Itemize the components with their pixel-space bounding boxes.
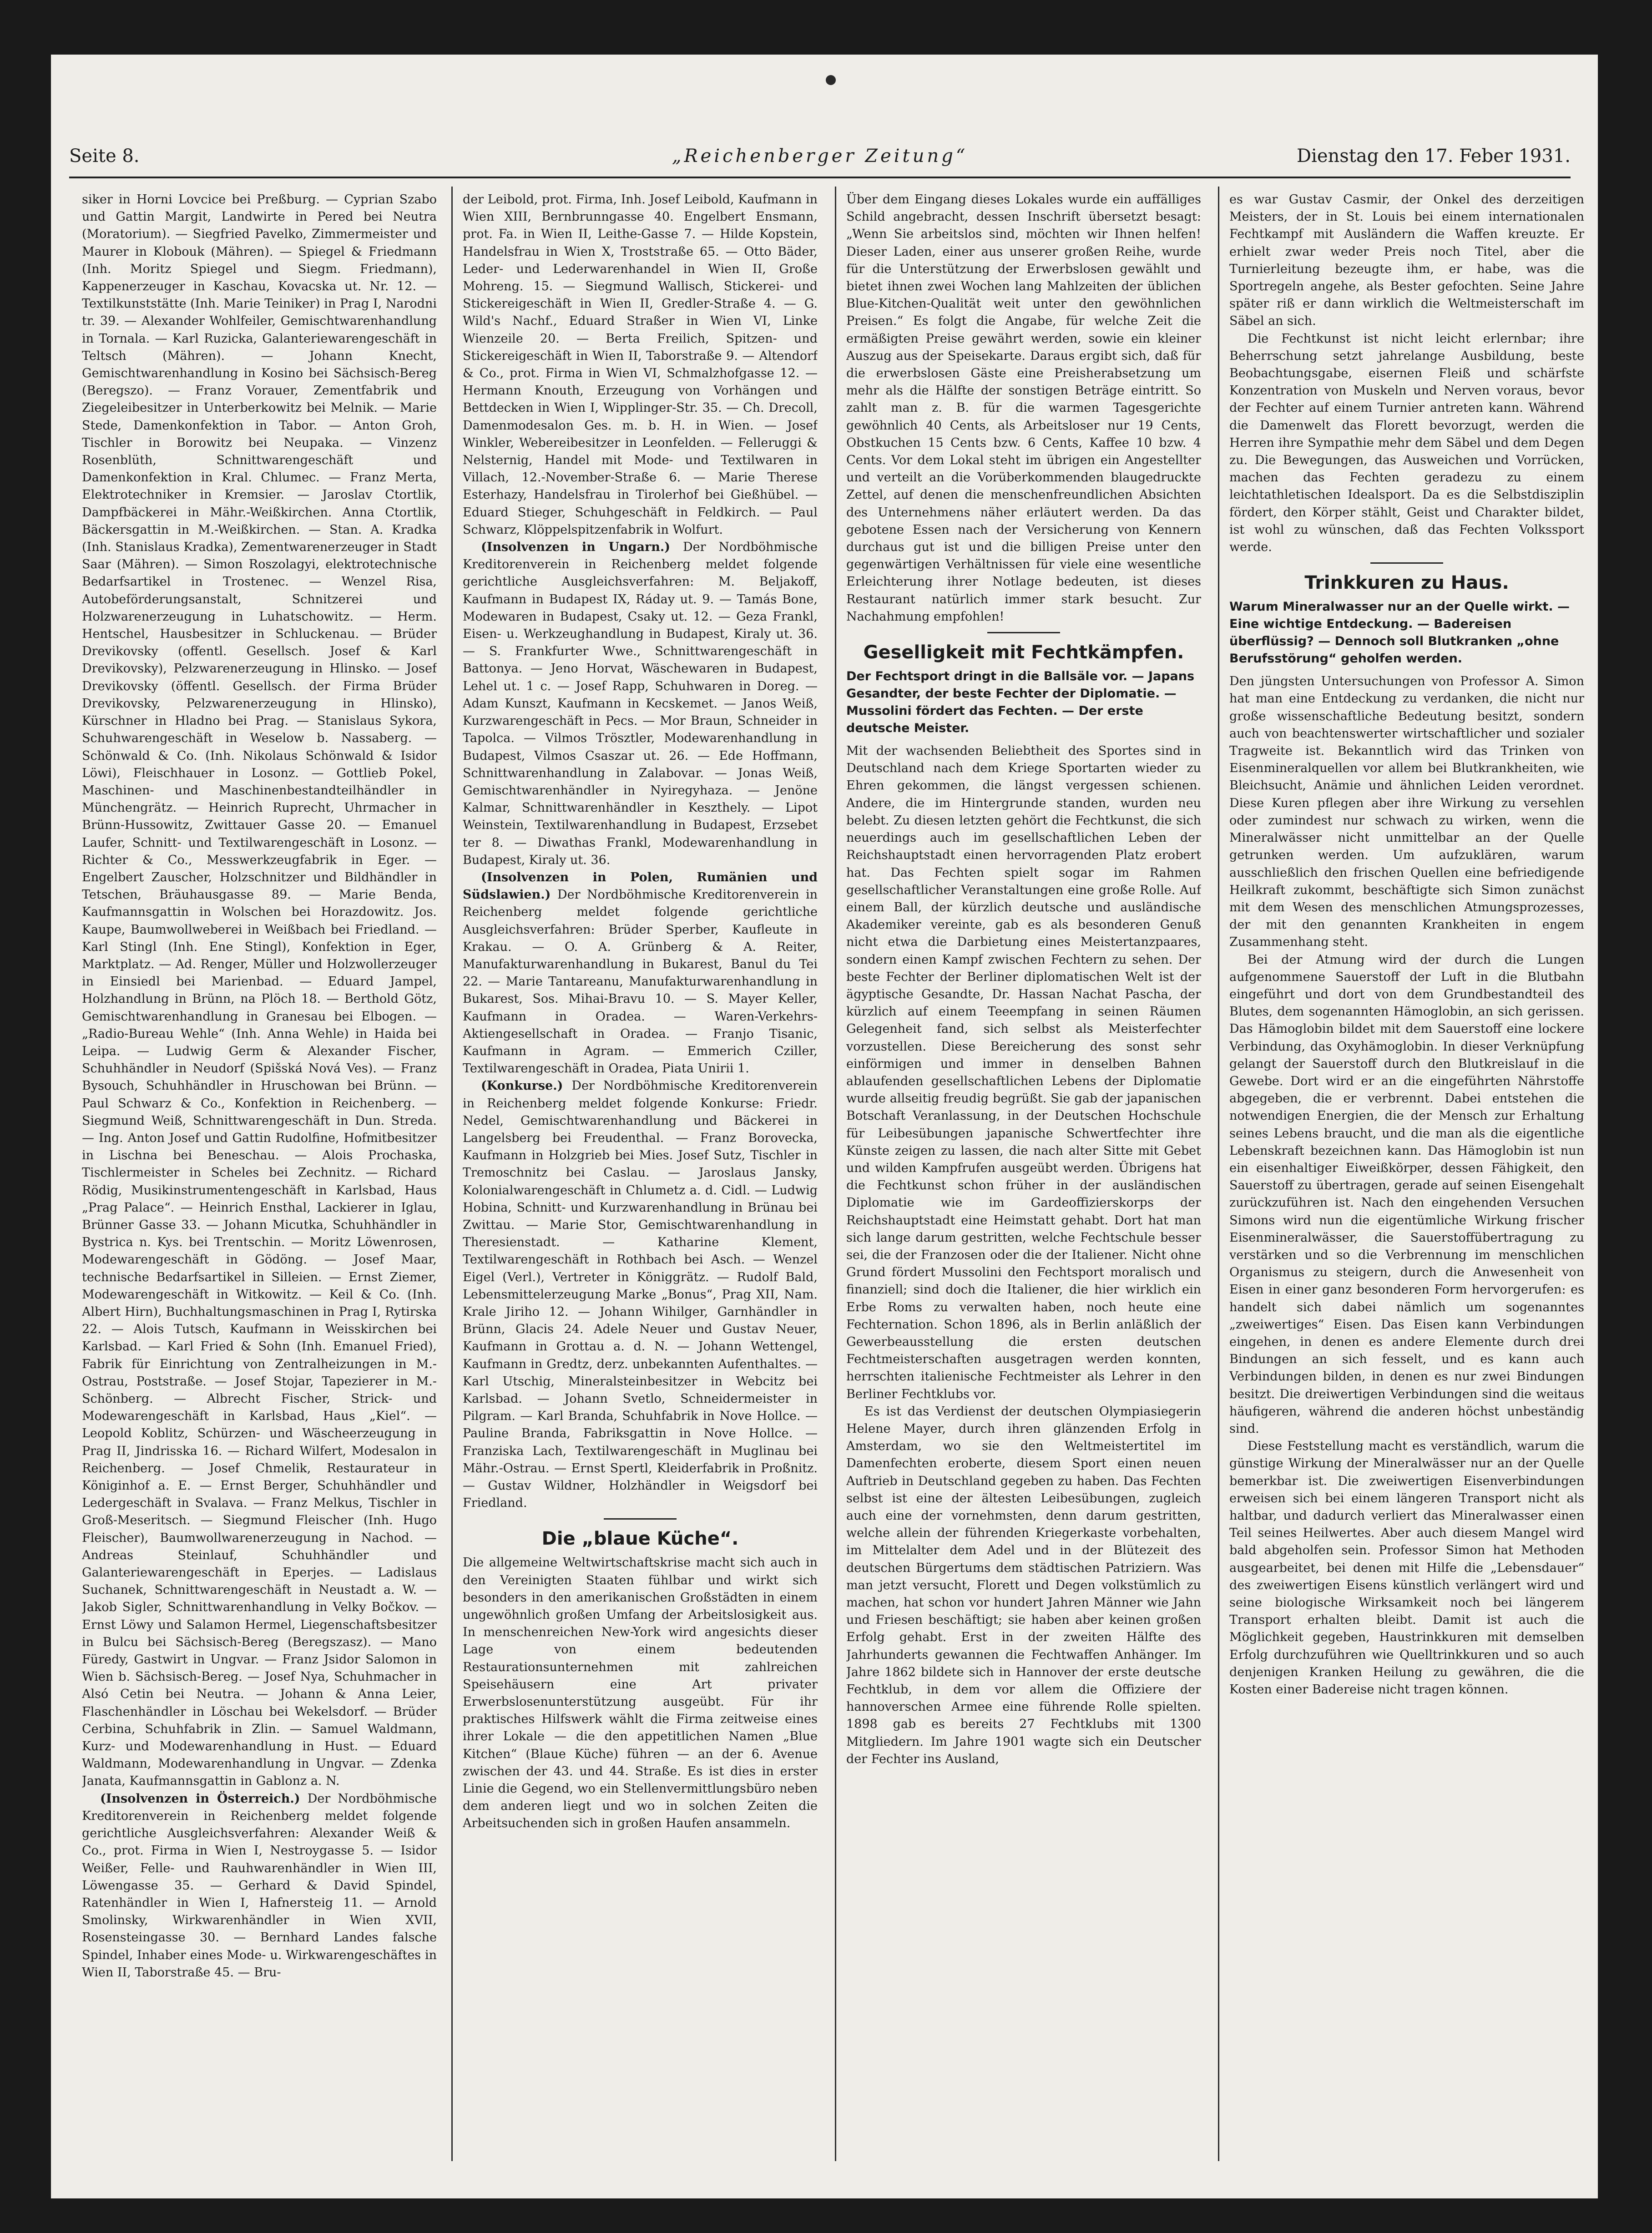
section-heading: (Insolvenzen in Ungarn.) bbox=[481, 540, 671, 555]
divider bbox=[604, 1518, 677, 1520]
column-divider bbox=[451, 187, 453, 2161]
article-text: Über dem Eingang dieses Lokales wurde ein auffälliges Schild angebracht, dessen Inschrift übersetzt besagt: „Wenn Sie arbeitslos sind, möchten wir Ihnen helfen! Dieser Laden, einer aus unserer großen Reihe, wurde für die Unterstützung der Erwerbslosen gewählt und bietet ihnen zwei Wochen lang Mahlzeiten der üblichen Blue-Kitchen-Qualität weit unter den gewöhnlichen Preisen.“ Es folgt die Angabe, für welche Zeit die ermäßigten Preise gewährt werden, sowie ein kleiner Auszug aus der Speisekarte. Daraus ergibt sich, daß für die erwerbslosen Gäste eine Preisherabsetzung um mehr als die Hälfte der sonstigen Beträge eintritt. So zahlt man z. B. für die warmen Tagesgerichte gewöhnlich 40 Cents, als Arbeitsloser nur 19 Cents, Obstkuchen 15 Cents bzw. 6 Cents, Kaffee 10 bzw. 4 Cents. Vor dem Lokal steht im übrigen ein Angestellter und verteilt an die Vorüberkommenden blaugedruckte Zettel, auf denen die menschenfreundlichen Absichten des Unternehmens näher erläutert werden. Da das gebotene Essen nach der Versicherung von Kennern durchaus gut ist und die billigen Preise unter den gegenwärtigen Verhältnissen für viele eine wesentliche Erleichterung ihrer Notlage bedeuten, ist dieses Restaurant natürlich immer stark besucht. Zur Nachahmung empfohlen! bbox=[846, 192, 1201, 624]
column-divider bbox=[835, 187, 836, 2161]
page-header bbox=[69, 146, 1571, 173]
divider bbox=[1370, 562, 1443, 564]
section-heading: (Konkurse.) bbox=[481, 1079, 563, 1093]
notice-text: siker in Horni Lovcice bei Preßburg. — Cyprian Szabo und Gattin Margit, Landwirte in Pered bei Neutra (Moratorium). — Siegfried Pavelko, Zimmermeister und Maurer in Klobouk (Mähren). — Spiegel & Friedmann (Inh. Moritz Spiegel und Siegm. Friedmann), Kappenerzeuger in Kaschau, Kovacska ut. Nr. 12. — Textilkunststätte (Inh. Marie Teiniker) in Prag I, Narodni tr. 39. — Alexander Wohlfeiler, Gemischtwarenhandlung in Tornala. — Karl Ruzicka, Galanteriewarengeschäft in Teltsch (Mähren). — Johann Knecht, Gemischtwarenhandlung in Kosino bei Sächsisch-Bereg (Beregszo). — Franz Vorauer, Zementfabrik und Ziegeleibesitzer in Unterberkowitz bei Melnik. — Marie Stede, Damenkonfektion in Tabor. — Anton Groh, Tischler in Borowitz bei Neupaka. — Vinzenz Rosenblüth, Schnittwarengeschäft und Damenkonfektion in Kral. Chlumec. — Franz Merta, Elektrotechniker in Kremsier. — Jaroslav Ctortlik, Dampfbäckerei in Mähr.-Weißkirchen. Anna Ctortlik, Bäckersgattin in M.-Weißkirchen. — Stan. A. Kradka (Inh. Stanislaus Kradka), Zementwarenerzeuger in Stadt Saar (Mähren). — Simon Roszolagyi, elektrotechnische Bedarfsartikel in Trostenec. — Wenzel Risa, Autobeförderungsanstalt, Schnitzerei und Holzwarenerzeugung in Luhatschowitz. — Herm. Hentschel, Hausbesitzer in Schluckenau. — Brüder Drevikovsky (offentl. Gesellsch. Josef & Karl Drevikovsky), Pelzwarenerzeugung in Hlinsko. — Josef Drevikovsky (öffentl. Gesellsch. der Firma Brüder Drevikovsky, Pelzwarenerzeugung in Hlinsko), Kürschner in Hladno bei Prag. — Stanislaus Sykora, Schuhwarengeschäft in Weselow b. Nassaberg. — Schönwald & Co. (Inh. Nikolaus Schönwald & Isidor Löwi), Fleischhauer in Losonz. — Gottlieb Pokel, Maschinen- und Maschinenbestandteilhändler in Münchengrätz. — Heinrich Ruprecht, Uhrmacher in Brünn-Hussowitz, Zwittauer Gasse 20. — Emanuel Laufer, Schnitt- und Textilwarengeschäft in Losonz. — Richter & Co., Messwerkzeugfabrik in Eger. — Engelbert Zauscher, Holzschnitzer und Bildhändler in Tetschen, Bräuhausgasse 89. — Marie Benda, Kaufmannsgattin in Wolschen bei Horazdowitz. Jos. Kaupe, Baumwollweberei in Weißbach bei Friedland. — Karl Stingl (Inh. Ene Stingl), Konfektion in Eger, Marktplatz. — Ad. Renger, Müller und Holzwollerzeuger in Einsiedl bei Marienbad. — Eduard Jampel, Holzhandlung in Brünn, na Plöch 18. — Berthold Götz, Gemischtwarenhandlung in Granesau bei Elbogen. — „Radio-Bureau Wehle“ (Inh. Anna Wehle) in Haida bei Leipa. — Ludwig Germ & Alexander Fischer, Schuhhändler in Neudorf (Spišská Nová Ves). — Franz Bysouch, Schuhhändler in Hruschowan bei Brünn. — Paul Schwarz & Co., Konfektion in Reichenberg. — Siegmund Weiß, Schnittwarengeschäft in Dun. Streda. — Ing. Anton Josef und Gattin Rudolfine, Hofmitbesitzer in Lischna bei Beneschau. — Alois Prochaska, Tischlermeister in Scheles bei Zechnitz. — Richard Rödig, Musikinstrumentengeschäft in Karlsbad, Haus „Prag Palace“. — Heinrich Ensthal, Lackierer in Iglau, Brünner Gasse 33. — Johann Micutka, Schuhhändler in Bystrica n. Kys. bei Trentschin. — Moritz Löwenrosen, Modewarengeschäft in Gödöng. — Josef Maar, technische Bedarfsartikel in Silleien. — Ernst Ziemer, Modewarengeschäft in Witkowitz. — Keil & Co. (Inh. Albert Hirn), Buchhaltungsmaschinen in Prag I, Rytirska 22. — Alois Tutsch, Kaufmann in Weisskirchen bei Karlsbad. — Karl Fried & Sohn (Inh. Emanuel Fried), Fabrik für Einrichtung von Zentralheizungen in M.-Ostrau, Poststraße. — Josef Stojar, Tapezierer in M.-Schönberg. — Albrecht Fischer, Strick- und Modewarengeschäft in Karlsbad, Haus „Kiel“. — Leopold Koblitz, Schürzen- und Wäscheerzeugung in Prag II, Jindrisska 16. — Richard Wilfert, Modesalon in Reichenberg. — Josef Chmelik, Restaurateur in Königinhof a. E. — Ernst Berger, Schuhhändler und Ledergeschäft in Svalava. — Franz Melkus, Tischler in Groß-Meseritsch. — Siegmund Fleischer (Inh. Hugo Fleischer), Baumwollwarenerzeugung in Nachod. — Andreas Steinlauf, Schuhhändler und Galanteriewarengeschäft in Eperjes. — Ladislaus Suchanek, Schnittwarengeschäft in Neustadt a. W. — Jakob Sigler, Schnittwarenhandlung in Velky Bočkov. — Ernst Löwy und Salamon Hermel, Liegenschaftsbesitzer in Bulcu bei Sächsisch-Bereg (Beregszasz). — Mano Füredy, Gastwirt in Ungvar. — Franz Jsidor Salomon in Wien b. Sächsisch-Bereg. — Josef Nya, Schuhmacher in Alsó Cetin bei Neutra. — Johann & Anna Leier, Flaschenhändler in Löschau bei Wekelsdorf. — Brüder Cerbina, Schuhfabrik in Zlin. — Samuel Waldmann, Kurz- und Modewarenhandlung in Hust. — Eduard Waldmann, Modewarenhandlung in Ungvar. — Zdenka Janata, Kaufmannsgattin in Gablonz a. N. bbox=[82, 192, 437, 1788]
column-3 bbox=[846, 191, 1201, 1768]
notice-text: Der Nordböhmische Kreditorenverein in Reichenberg meldet folgende Konkurse: Friedr. Nedel, Gemischtwarenhandlung und Bäckerei in Langelsberg bei Freudenthal. — Franz Borovecka, Kaufmann in Holzgrieb bei Mies. Josef Sutz, Tischler in Tremoschnitz bei Caslau. — Jaroslaus Jansky, Kolonialwarengeschäft in Chlumetz a. d. Cidl. — Ludwig Hobina, Schnitt- und Kurzwarenhandlung in Brünau bei Zwittau. — Marie Stor, Gemischtwarenhandlung in Theresienstadt. — Katharine Klement, Textilwarengeschäft in Rothbach bei Asch. — Wenzel Eigel (Verl.), Vertreter in Königgrätz. — Rudolf Bald, Lebensmittelerzeugung Marke „Bonus“, Prag XII, Nam. Krale Jiriho 12. — Johann Wihilger, Garnhändler in Brünn, Glacis 24. Adele Neuer und Gustav Neuer, Kaufmann in Grottau a. d. N. — Johann Wettengel, Kaufmann in Gredtz, derz. unbekannten Aufenthaltes. — Karl Utschig, Mineralsteinbesitzer in Webcitz bei Karlsbad. — Johann Svetlo, Schneidermeister in Pilgram. — Karl Branda, Schuhfabrik in Nove Hollce. — Pauline Branda, Fabriksgattin in Nove Hollce. — Franziska Lach, Textilwarengeschäft in Muglinau bei Mähr.-Ostrau. — Ernst Spertl, Kleiderfabrik in Proßnitz. — Gustav Wildner, Holzhändler in Weigsdorf bei Friedland. bbox=[463, 1079, 818, 1511]
column-4 bbox=[1229, 191, 1584, 1698]
newspaper-title: „Reichenberger Zeitung“ bbox=[672, 146, 968, 167]
article-text: Die Fechtkunst ist nicht leicht erlernbar; ihre Beherrschung setzt jahrelange Ausbildung, beste Beobachtungsgabe, eisernen Fleiß und schärfste Konzentration von Muskeln und Nerven voraus, bevor der Fechter auf einem Turnier antreten kann. Während die Damenwelt das Florett bevorzugt, werden die Herren ihre Sympathie mehr dem Säbel und dem Degen zu. Die Bewegungen, das Ausweichen und Vorrücken, machen das Fechten geradezu zu einem leichtathletischen Idealsport. Da es die Selbstdisziplin fördert, den Körper stählt, Geist und Charakter bildet, ist wohl zu wünschen, daß das Fechten Volkssport werde. bbox=[1229, 331, 1584, 555]
notice-text: Der Nordböhmische Kreditorenverein in Reichenberg meldet folgende gerichtliche Ausgleichsverfahren: Brüder Sperber, Kaufleute in Krakau. — O. A. Grünberg & A. Reiter, Manufakturwarenhandlung in Bukarest, Banul du Tei 22. — Marie Tantareanu, Manufakturwarenhandlung in Bukarest, Sos. Mihai-Bravu 10. — S. Mayer Keller, Kaufmann in Oradea. — Waren-Verkehrs-Aktiengesellschaft in Oradea. — Franjo Tisanic, Kaufmann in Agram. — Emmerich Cziller, Textilwarengeschäft in Oradea, Piata Unirii 1. bbox=[463, 888, 818, 1076]
notice-text: der Leibold, prot. Firma, Inh. Josef Leibold, Kaufmann in Wien XIII, Bernbrunngasse 40. Engelbert Ensmann, prot. Fa. in Wien II, Leithe-Gasse 7. — Hilde Kopstein, Handelsfrau in Wien X, Troststraße 65. — Otto Bäder, Leder- und Lederwarenhandel in Wien II, Große Mohreng. 15. — Siegmund Wallisch, Stickerei- und Stickereigeschäft in Wien II, Gredler-Straße 4. — G. Wild's Nachf., Eduard Straßer in Wien VI, Linke Wienzeile 20. — Berta Freilich, Spitzen- und Stickereigeschäft in Wien II, Taborstraße 9. — Altendorf & Co., prot. Firma in Wien VI, Schmalzhofgasse 12. — Hermann Knouth, Erzeugung von Vorhängen und Bettdecken in Wien I, Wipplinger-Str. 35. — Ch. Drecoll, Damenmodesalon Ges. m. b. H. in Wien. — Josef Winkler, Webereibesitzer in Leonfelden. — Felleruggi & Nelsternig, Handel mit Mode- und Textilwaren in Villach, 12.-November-Straße 6. — Marie Therese Esterhazy, Handelsfrau in Tirolerhof bei Gießhübel. — Eduard Stieger, Schuhgeschäft in Feldkirch. — Paul Schwarz, Klöppelspitzenfabrik in Wolfurt. bbox=[463, 192, 818, 537]
article-subheading: Warum Mineralwasser nur an der Quelle wirkt. — Eine wichtige Entdeckung. — Badereisen überflüssig? — Dennoch soll Blutkranken „ohne Berufsstörung“ geholfen werden. bbox=[1229, 600, 1570, 666]
article-headline: Die „blaue Küche“. bbox=[541, 1528, 739, 1550]
article-headline: Trinkkuren zu Haus. bbox=[1304, 572, 1509, 594]
notice-text: Der Nordböhmische Kreditorenverein in Reichenberg meldet folgende gerichtliche Ausgleichsverfahren: M. Beljakoff, Kaufmann in Budapest IX, Ráday ut. 9. — Tamás Bone, Modewaren in Budapest, Csaky ut. 12. — Geza Frankl, Eisen- u. Werkzeughandlung in Budapest, Kiraly ut. 36. — S. Frankfurter Wwe., Schnittwarengeschäft in Battonya. — Jeno Horvat, Wäschewaren in Budapest, Lehel ut. 1 c. — Josef Rapp, Schuhwaren in Doreg. — Adam Kunszt, Kaufmann in Kecskemet. — Janos Weiß, Kurzwarengeschäft in Pecs. — Mor Braun, Schneider in Tapolca. — Vilmos Trösztler, Modewarenhandlung in Budapest, Vilmos Csaszar ut. 26. — Ede Hoffmann, Schnittwarenhandlung in Zalabovar. — Jonas Weiß, Gemischtwarenhändler in Nyiregyhaza. — Jenöne Kalmar, Schnittwarenhändler in Keszthely. — Lipot Weinstein, Textilwarenhandlung in Budapest, Erzsebet ter 8. — Diwathas Frankl, Modewarenhandlung in Budapest, Kiraly ut. 36. bbox=[463, 540, 818, 867]
article-text: es war Gustav Casmir, der Onkel des derzeitigen Meisters, der in St. Louis bei einem internationalen Fechtkampf mit Ausländern die Waffen kreuzte. Er erhielt zwar weder Preis noch Titel, aber die Turnierleitung bezeugte ihm, er habe, was die Sportregeln angehe, als Bester gefochten. Seine Jahre später riß er dann wirklich die Weltmeisterschaft im Säbel an sich. bbox=[1229, 192, 1584, 328]
article-text: Den jüngsten Untersuchungen von Professor A. Simon hat man eine Entdeckung zu verdanken, die nicht nur große wissenschaftliche Bedeutung besitzt, sondern auch von beachtenswerter wirtschaftlicher und sozialer Tragweite ist. Bekanntlich wird das Trinken von Eisenmineralquellen vor allem bei Blutkrankheiten, wie Bleichsucht, Anämie und ähnlichen Leiden verordnet. Diese Kuren pflegen aber ihre Wirkung zu versehlen oder zumindest nur schwach zu wirken, wenn die Mineralwässer nicht unmittelbar an der Quelle getrunken werden. Um aufzuklären, warum ausschließlich den frischen Quellen eine befriedigende Heilkraft zukommt, beschäftigte sich Simon zunächst mit dem Wesen des menschlichen Atmungsprozesses, der mit den genannten Krankheiten in engem Zusammenhang steht. bbox=[1229, 674, 1584, 950]
column-2 bbox=[463, 191, 818, 1833]
issue-date: Dienstag den 17. Feber 1931. bbox=[1296, 146, 1571, 167]
article-headline: Geselligkeit mit Fechtkämpfen. bbox=[863, 642, 1184, 663]
column-divider bbox=[1218, 187, 1219, 2161]
article-text: Es ist das Verdienst der deutschen Olympiasiegerin Helene Mayer, durch ihren glänzenden Erfolg in Amsterdam, wo sie den Weltmeistertitel im Damenfechten eroberte, diesem Sport einen neuen Auftrieb in Deutschland gegeben zu haben. Das Fechten selbst ist eine der ältesten Leibesübungen, zugleich auch eine der vornehmsten, denn darum gestritten, welche allein der führenden Kriegerkaste vorbehalten, im Mittelalter dem Adel und in der Blütezeit des deutschen Bürgertums dem städtischen Patriziern. Was man jetzt versucht, Florett und Degen volkstümlich zu machen, hat schon vor hundert Jahren Männer wie Jahn und Friesen beschäftigt; sie haben aber keinen großen Erfolg gehabt. Erst in der zweiten Hälfte des Jahrhunderts gewannen die Fechtwaffen Anhänger. Im Jahre 1862 bildete sich in Hannover der erste deutsche Fechtklub, in dem vor allem die Offiziere der hannoverschen Armee eine führende Rolle spielten. 1898 gab es bereits 27 Fechtklubs mit 1300 Mitgliedern. Im Jahre 1901 wagte sich ein Deutscher der Fechter ins Ausland, bbox=[846, 1404, 1201, 1766]
section-heading: (Insolvenzen in Österreich.) bbox=[100, 1791, 300, 1806]
newspaper-page bbox=[51, 55, 1598, 2198]
header-rule bbox=[69, 177, 1571, 178]
column-1 bbox=[82, 191, 437, 2161]
notice-text: Der Nordböhmische Kreditorenverein in Reichenberg meldet folgende gerichtliche Ausgleichsverfahren: Alexander Weiß & Co., prot. Firma in Wien I, Nestroygasse 5. — Isidor Weißer, Felle- und Rauhwarenhändler in Wien III, Löwengasse 35. — Gerhard & David Spindel, Ratenhändler in Wien I, Hafnersteig 11. — Arnold Smolinsky, Wirkwarenhändler in Wien XVII, Rosensteingasse 30. — Bernhard Landes falsche Spindel, Inhaber eines Mode- u. Wirkwarengeschäftes in Wien II, Taborstraße 45. — Bru- bbox=[82, 1791, 437, 1980]
article-text: Bei der Atmung wird der durch die Lungen aufgenommene Sauerstoff der Luft in die Blutbahn eingeführt und dort von dem Grundbestandteil des Blutes, dem sogenannten Hämoglobin, an sich gerissen. Das Hämoglobin bildet mit dem Sauerstoff eine lockere Verbindung, das Oxyhämoglobin. In dieser Verknüpfung gelangt der Sauerstoff durch den Blutkreislauf in die Gewebe. Dort wird er an die eingeführten Nährstoffe abgegeben, die er verbrennt. Dabei entstehen die notwendigen Energien, die der Mensch zur Erhaltung seines Lebens braucht, und die man als die eigentliche Lebenskraft bezeichnen kann. Das Hämoglobin ist nun ein eisenhaltiger Eiweißkörper, dessen Fähigkeit, den Sauerstoff zu übertragen, gerade auf seinen Eisengehalt zurückzuführen ist. Nach den eingehenden Versuchen Simons wird nun die eigentümliche Wirkung frischer Eisenmineralwässer, die Sauerstoffübertragung zu verstärken und so die Verbrennung im menschlichen Organismus zu steigern, durch die Anwesenheit von Eisen in einer ganz besonderen Form hervorgerufen: es handelt sich dabei nämlich um sogenanntes „zweiwertiges“ Eisen. Das Eisen kann Verbindungen eingehen, in denen es andere Elemente durch drei Bindungen an sich fesselt, und es kann auch Verbindungen bilden, in denen es nur zwei Bindungen besitzt. Die dreiwertigen Verbindungen sind die weitaus häufigeren, während die anderen höchst unbeständig sind. bbox=[1229, 952, 1584, 1436]
page-number: Seite 8. bbox=[69, 146, 140, 167]
divider bbox=[987, 632, 1060, 633]
article-text: Die allgemeine Weltwirtschaftskrise macht sich auch in den Vereinigten Staaten fühlbar und wirkt sich besonders in den amerikanischen Großstädten in einem ungewöhnlich großen Umfang der Arbeitslosigkeit aus. In menschenreichen New-York wird angesichts dieser Lage von einem bedeutenden Restaurationsunternehmen mit zahlreichen Speisehäusern eine Art privater Erwerbslosenunterstützung ausgeübt. Für ihr praktisches Hilfswerk wählt die Firma zeitweise eines ihrer Lokale — die den appetitlichen Namen „Blue Kitchen“ (Blaue Küche) führen — an der 6. Avenue zwischen der 43. und 44. Straße. Es ist dies in erster Linie die Gegend, wo ein Stellenvermittlungsbüro neben dem anderen liegt und wo in solchen Zeiten die Arbeitsuchenden sich in großen Haufen ansammeln. bbox=[463, 1556, 818, 1831]
section-heading: (Insolvenzen in Polen, Rumänien und Südslawien.) bbox=[463, 870, 818, 902]
article-subheading: Der Fechtsport dringt in die Ballsäle vor. — Japans Gesandter, der beste Fechter der Diplomatie. — Mussolini fördert das Fechten. — Der erste deutsche Meister. bbox=[846, 669, 1195, 736]
punch-hole bbox=[826, 75, 836, 85]
article-text: Diese Feststellung macht es verständlich, warum die günstige Wirkung der Mineralwässer nur an der Quelle bemerkbar ist. Die zweiwertigen Eisenverbindungen erweisen sich bei einem längeren Transport nicht als haltbar, und dadurch verliert das Mineralwasser einen Teil seines Heilwertes. Aber auch diesem Mangel wird bald abgeholfen sein. Professor Simon hat Methoden ausgearbeitet, bei denen mit Hilfe die „Lebensdauer“ des zweiwertigen Eisens künstlich verlängert wird und seine biologische Wirksamkeit noch bei längerem Transport erhalten bleibt. Damit ist auch die Möglichkeit gegeben, Haustrinkkuren mit demselben Erfolg durchzuführen wie Quelltrinkkuren und so auch denjenigen Kranken Heilung zu gewähren, die die Kosten einer Badereise nicht tragen können. bbox=[1229, 1439, 1584, 1697]
article-text: Mit der wachsenden Beliebtheit des Sportes sind in Deutschland nach dem Kriege Sportarten wieder zu Ehren gekommen, die längst vergessen schienen. Andere, die im Hintergrunde standen, wurden neu belebt. Zu diesen letzten gehört die Fechtkunst, die sich neuerdings auch im gesellschaftlichen Leben der Reichshauptstadt einen hervorragenden Platz erobert hat. Das Fechten spielt sogar im Rahmen gesellschaftlicher Veranstaltungen eine große Rolle. Auf einem Ball, der kürzlich deutsche und ausländische Akademiker vereinte, gab es als besonderen Genuß nicht etwa die Darbietung eines Meistertanzpaares, sondern einen Kampf zwischen Fechtern zu sehen. Der beste Fechter der Berliner diplomatischen Welt ist der ägyptische Gesandte, Dr. Hassan Nachat Pascha, der kürzlich auf einem Teeempfang in seinen Räumen Gelegenheit fand, sich selbst als Meisterfechter vorzustellen. Diese Bereicherung des sonst sehr einförmigen und immer in denselben Bahnen ablaufenden gesellschaftlichen Lebens der Diplomatie wurde allseitig freudig begrüßt. Sie gab der japanischen Botschaft Veranlassung, in der Deutschen Hochschule für Leibesübungen japanische Schwertfechter ihre Künste zeigen zu lassen, die nach alter Sitte mit Gebet und wilden Kampfrufen ausgeübt werden. Übrigens hat die Fechtkunst schon früher in der ausländischen Diplomatie wie im Gardeoffizierskorps der Reichshauptstadt eine Heimstatt gehabt. Dort hat man sich lange darum gestritten, welche Fechtschule besser sei, die der Franzosen oder die der Italiener. Nicht ohne Grund fördert Mussolini den Fechtsport moralisch und finanziell; sind doch die Italiener, die hier wirklich ein Erbe Roms zu verwalten haben, noch heute eine Fechternation. Schon 1896, als in Berlin anläßlich der Gewerbeausstellung die ersten deutschen Fechtmeisterschaften ausgetragen werden konnten, herrschten italienische Fechtmeister als Lehrer in den Berliner Fechtklubs vor. bbox=[846, 744, 1201, 1401]
